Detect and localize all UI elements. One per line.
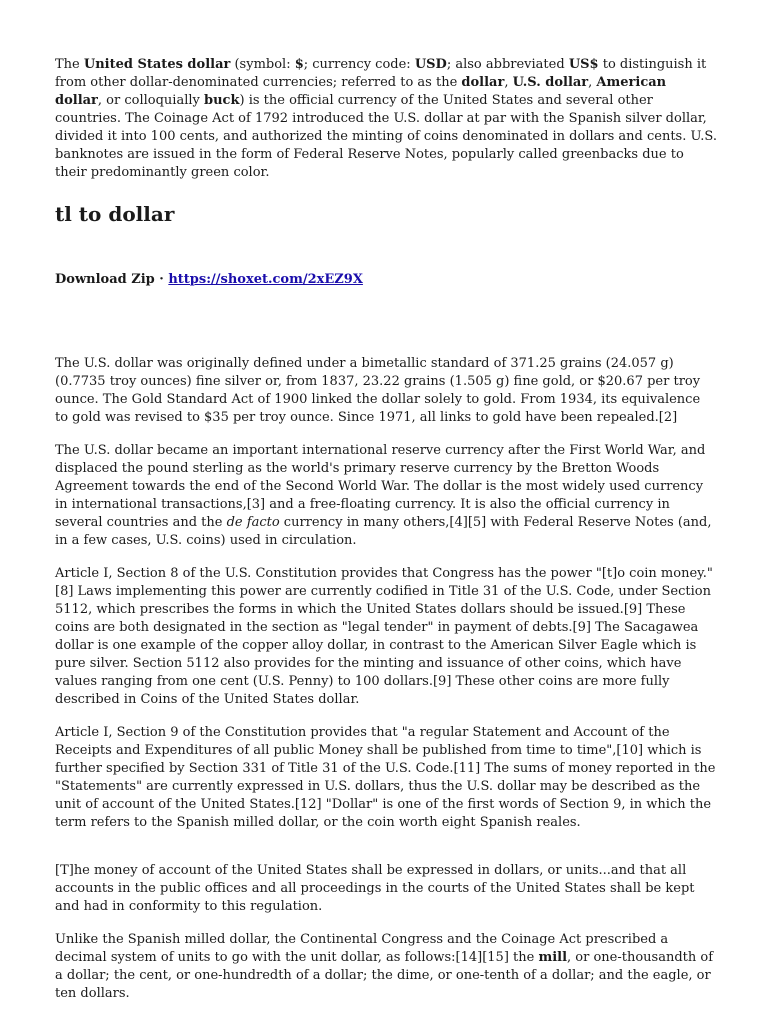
intro-text: ; also abbreviated [446, 57, 569, 72]
term-abbreviation: US$ [568, 57, 599, 72]
term-dollar: dollar [461, 75, 505, 90]
intro-text: , [588, 75, 597, 90]
term-united-states-dollar: United States dollar [83, 57, 231, 72]
article-body [55, 56, 717, 1003]
intro-text: (symbol: [230, 57, 295, 72]
download-link[interactable]: https://shoxet.com/2xEZ9X [168, 272, 363, 287]
paragraph-text: The U.S. dollar became an important international reserve currency after the First World War, and displaced the pound sterling as the world's primary reserve currency by the Bretton Woods Agreement towards the end of the Second World War. The dollar is the most widely used currency in international transactions,[3] and a free-floating currency. It is also the official currency in several countries and the [55, 443, 706, 530]
intro-text: , [504, 75, 513, 90]
term-symbol: $ [294, 57, 304, 72]
term-currency-code: USD [414, 57, 447, 72]
paragraph-text: currency in many others,[4][5] with Federal Reserve Notes (and, in a few cases, U.S. coins) used in circulation. [55, 515, 712, 548]
term-buck: buck [204, 93, 240, 108]
intro-text: to distinguish it from other dollar-denominated currencies; referred to as the [55, 57, 707, 90]
download-label: Download Zip · [55, 272, 169, 287]
paragraph-decimal-system [55, 931, 717, 1003]
paragraph-section-8: Article I, Section 8 of the U.S. Constitution provides that Congress has the power "[t]o coin money."[8] Laws implementing this power are currently codified in Title 31 of the U.S. Code, under Section 5112, which prescribes the forms in which the United States dollars should be issued.[9] These coins are both designated in the section as "legal tender" in payment of debts.[9] The Sacagawea dollar is one example of the copper alloy dollar, in contrast to the American Silver Eagle which is pure silver. Section 5112 also provides for the minting and issuance of other coins, which have values ranging from one cent (U.S. Penny) to 100 dollars.[9] These other coins are more fully described in Coins of the United States dollar. [55, 566, 713, 707]
paragraph-text: Unlike the Spanish milled dollar, the Continental Congress and the Coinage Act prescribed a decimal system of units to go with the unit dollar, as follows:[14][15] the [55, 932, 669, 965]
paragraph-gold-standard: The U.S. dollar was originally defined under a bimetallic standard of 371.25 grains (24.057 g) (0.7735 troy ounces) fine silver or, from 1837, 23.22 grains (1.505 g) fine gold, or $20.67 per troy ounce. The Gold Standard Act of 1900 linked the dollar solely to gold. From 1934, its equivalence to gold was revised to $35 per troy ounce. Since 1971, all links to gold have been repealed.[2] [55, 356, 701, 425]
paragraph-section-9: Article I, Section 9 of the Constitution provides that "a regular Statement and Account of the Receipts and Expenditures of all public Money shall be published from time to time",[10] which is further specified by Section 331 of Title 31 of the U.S. Code.[11] The sums of money reported in the "Statements" are currently expressed in U.S. dollars, thus the U.S. dollar may be described as the unit of account of the United States.[12] "Dollar" is one of the first words of Section 9, in which the term refers to the Spanish milled dollar, or the coin worth eight Spanish reales. [55, 725, 716, 830]
intro-text: ) is the official currency of the United States and several other countries. The Coinage Act of 1792 introduced the U.S. dollar at par with the Spanish silver dollar, divided it into 100 cents, and authorized the minting of coins denominated in dollars and cents. U.S. banknotes are issued in the form of Federal Reserve Notes, popularly called greenbacks due to their predominantly green color. [55, 93, 717, 180]
term-american-dollar: American dollar [55, 75, 667, 108]
paragraph-reserve-currency [55, 442, 717, 550]
intro-paragraph [55, 56, 717, 182]
italic-de-facto: de facto [226, 515, 280, 530]
intro-text: ; currency code: [303, 57, 415, 72]
paragraph-text: , or one-thousandth of a dollar; the cent, or one-hundredth of a dollar; the dime, or one-tenth of a dollar; and the eagle, or ten dollars. [55, 950, 714, 1001]
intro-text: The [55, 57, 84, 72]
term-us-dollar: U.S. dollar [512, 75, 589, 90]
quote-paragraph: [T]he money of account of the United States shall be expressed in dollars, or units...and that all accounts in the public offices and all proceedings in the courts of the United States shall be kept and had in conformity to this regulation. [55, 863, 695, 914]
intro-text: , or colloquially [97, 93, 205, 108]
page-heading: tl to dollar [55, 202, 175, 226]
download-line [55, 271, 717, 289]
term-mill: mill [538, 950, 568, 965]
